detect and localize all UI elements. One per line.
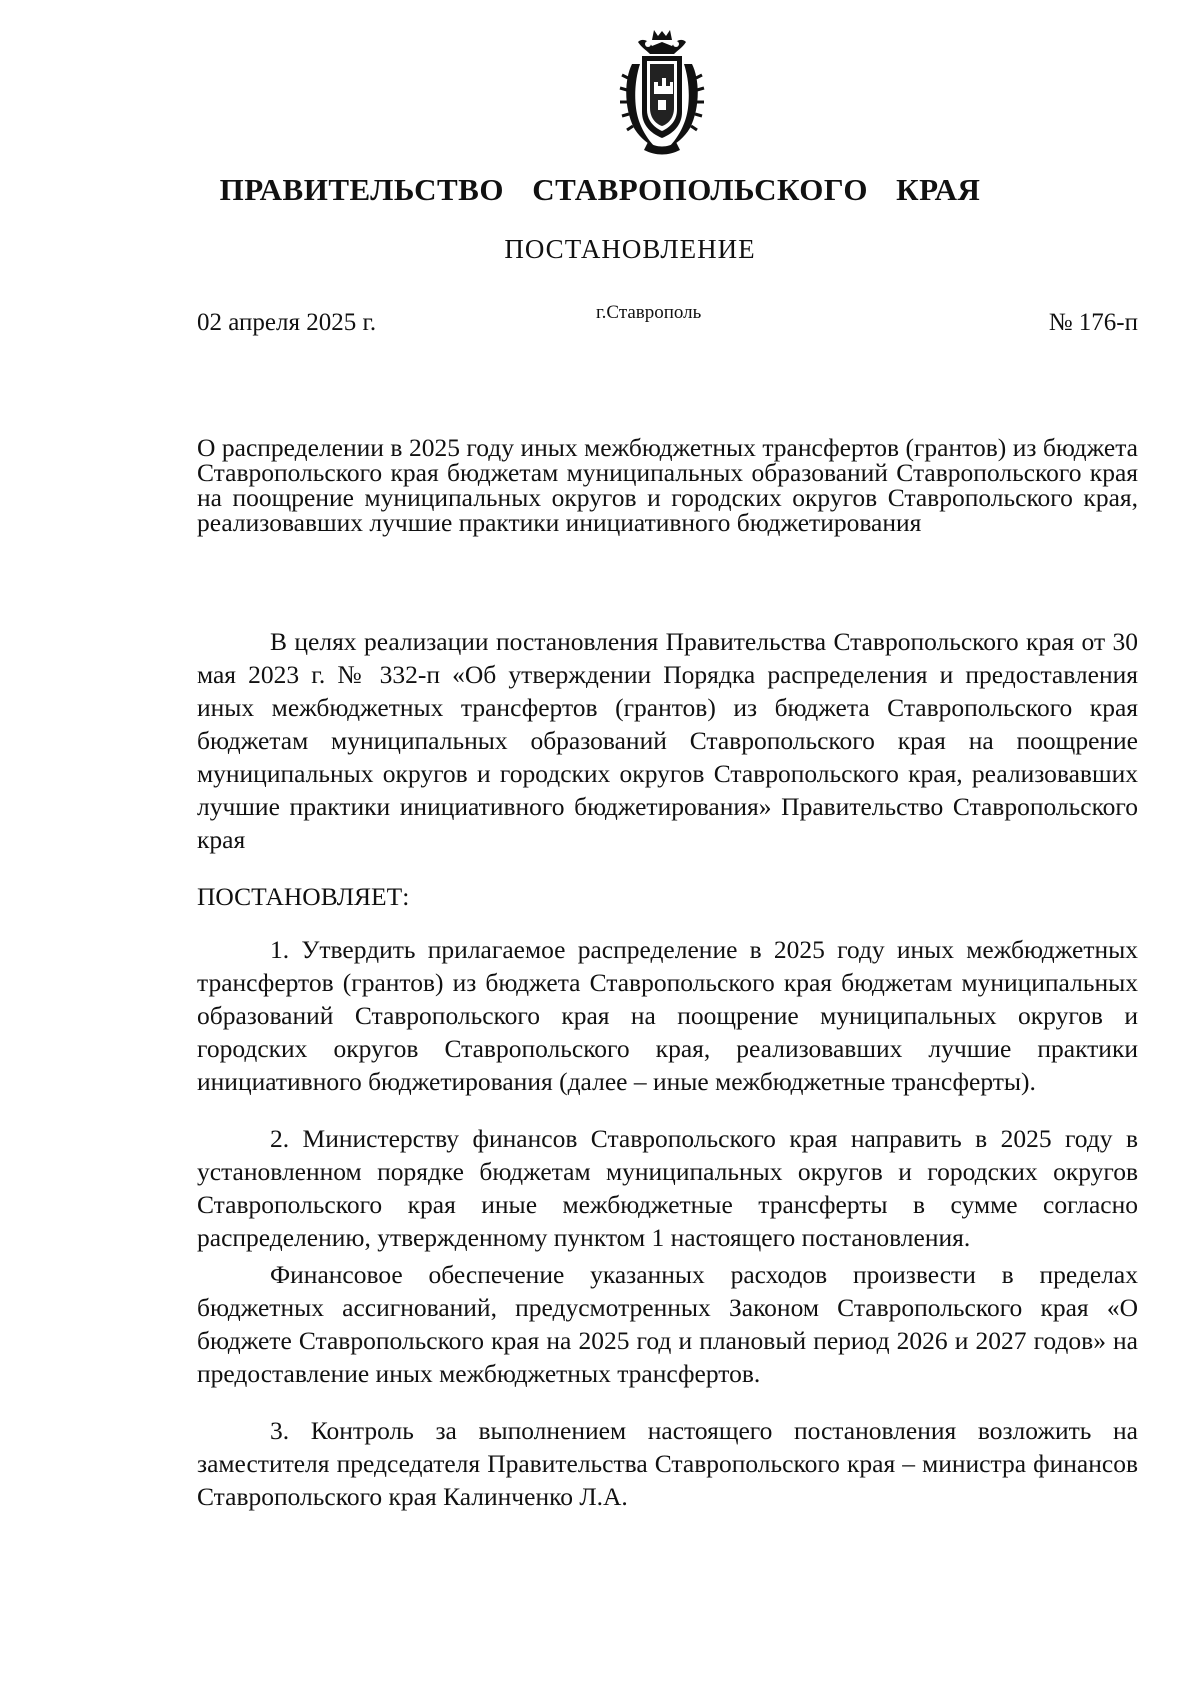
government-title: ПРАВИТЕЛЬСТВО СТАВРОПОЛЬСКОГО КРАЯ — [219, 172, 981, 207]
document-date: 02 апреля 2025 г. — [197, 309, 377, 336]
item-2-funding-paragraph: Финансовое обеспечение указанных расходов произвести в пределах бюджетных ассигнований, предусмотренных Законом Ставропольского края «О бюджете Ставропольского края на 2025 год и плановый период 2026 и 2027 годов» на предоставление иных межбюджетных трансфертов. — [197, 1260, 1138, 1388]
item-2-paragraph: 2. Министерству финансов Ставропольского края направить в 2025 году в установленном порядке бюджетам муниципальных округов и городских округов Ставропольского края иные межбюджетные трансферты в сумме согласно распределению, утвержденному пунктом 1 настоящего постановления. — [197, 1124, 1138, 1252]
document-city: г.Ставрополь — [596, 302, 702, 323]
document-body — [197, 625, 1138, 1513]
stavropol-coat-of-arms-icon — [618, 28, 706, 156]
document-type: ПОСТАНОВЛЕНИЕ — [504, 234, 756, 264]
item-1-paragraph: 1. Утвердить прилагаемое распределение в 2025 году иных межбюджетных трансфертов (грантов) из бюджета Ставропольского края бюджетам муниципальных образований Ставропольского края на поощрение муниципальных округов и городских округов Ставропольского края, реализовавших лучшие практики инициативного бюджетирования (далее – иные межбюджетные трансферты). — [197, 935, 1138, 1096]
item-3-paragraph: 3. Контроль за выполнением настоящего постановления возложить на заместителя председателя Правительства Ставропольского края – министра финансов Ставропольского края Калинченко Л.А. — [197, 1416, 1138, 1511]
preamble-paragraph: В целях реализации постановления Правительства Ставропольского края от 30 мая 2023 г. № 332-п «Об утверждении Порядка распределения и предоставления иных межбюджетных трансфертов (грантов) из бюджета Ставропольского края бюджетам муниципальных образований Ставропольского края на поощрение муниципальных округов и городских округов Ставропольского края, реализовавших лучшие практики инициативного бюджетирования» Правительство Ставропольского края — [197, 627, 1138, 854]
document-subject: О распределении в 2025 году иных межбюджетных трансфертов (грантов) из бюджета Ставропольского края бюджетам муниципальных образований Ставропольского края на поощрение муниципальных округов и городских округов Ставропольского края, реализовавших лучшие практики инициативного бюджетирования — [197, 433, 1138, 537]
decree-word: ПОСТАНОВЛЯЕТ: — [197, 882, 410, 911]
document-number: № 176-п — [1048, 309, 1138, 336]
